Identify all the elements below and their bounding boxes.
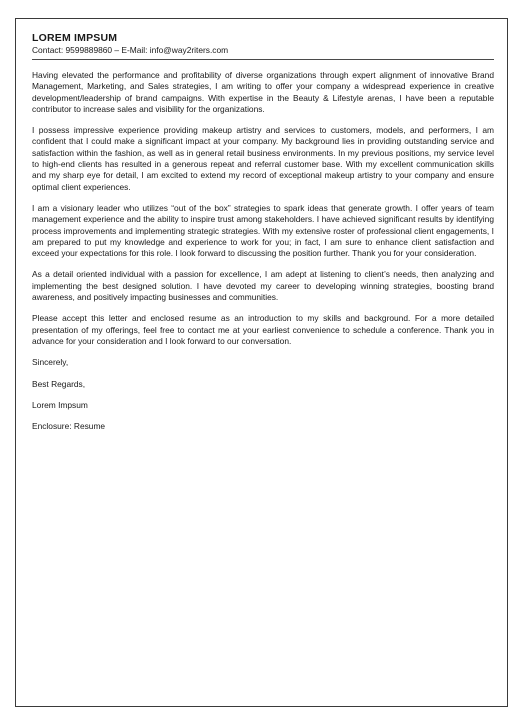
closing-enclosure: Enclosure: Resume <box>32 421 106 432</box>
sender-name: LOREM IMPSUM <box>32 32 118 44</box>
closing-sincerely: Sincerely, <box>32 357 69 368</box>
letter-content <box>32 32 494 442</box>
body-paragraph-1: Having elevated the performance and profitability of diverse organizations through expert alignment of innovative Brand Management, Marketing, and Sales strategies, I am writing to offer your company a widespread experience in creative development/leadership of brand campaigns. With expertise in the Beauty & Lifestyle arenas, I have been a reputable contributor to increase sales and visibility for the organizations. <box>32 70 494 114</box>
body-paragraph-4: As a detail oriented individual with a passion for excellence, I am adept at listening to client’s needs, then analyzing and implementing the best designed solution. I have devoted my career to developing winning strategies, boosting brand awareness, and positively impacting businesses and communities. <box>32 269 494 303</box>
closing-signature: Lorem Impsum <box>32 399 88 410</box>
body-paragraph-5: Please accept this letter and enclosed resume as an introduction to my skills and background. For a more detailed presentation of my offerings, feel free to contact me at your earliest convenience to schedule a conference. Thank you in advance for your consideration and I look forward to our conversation. <box>32 313 494 346</box>
sender-contact: Contact: 9599889860 – E-Mail: info@way2riters.com <box>32 45 229 55</box>
header-divider <box>32 59 494 60</box>
closing-regards: Best Regards, <box>32 378 86 389</box>
body-paragraph-2: I possess impressive experience providing makeup artistry and services to customers, models, and performers, I am confident that I could make a significant impact at your company. My background lies in providing outstanding service and satisfaction within the fashion, as well as in general retail business environments. In my previous positions, my service level to high-end clients has resulted in a generous repeat and referral customer base. With my excellent communication skills and my sharp eye for detail, I am excited to extend my record of exceptional makeup artistry to your company and ensure optimal client experiences. <box>32 125 494 192</box>
body-paragraph-3: I am a visionary leader who utilizes “out of the box” strategies to spark ideas that generate growth. I offer years of team management experience and the ability to inspire trust among stakeholders. I have achieved significant results by identifying process improvements and implementing strategic strategies. With my extensive roster of professional client engagements, I am prepared to put my knowledge and experience to work for you; in fact, I am sure to enhance client satisfaction and exceed your expectations for this role. I look forward to discussing the position further. Thank you for your consideration. <box>32 202 494 259</box>
